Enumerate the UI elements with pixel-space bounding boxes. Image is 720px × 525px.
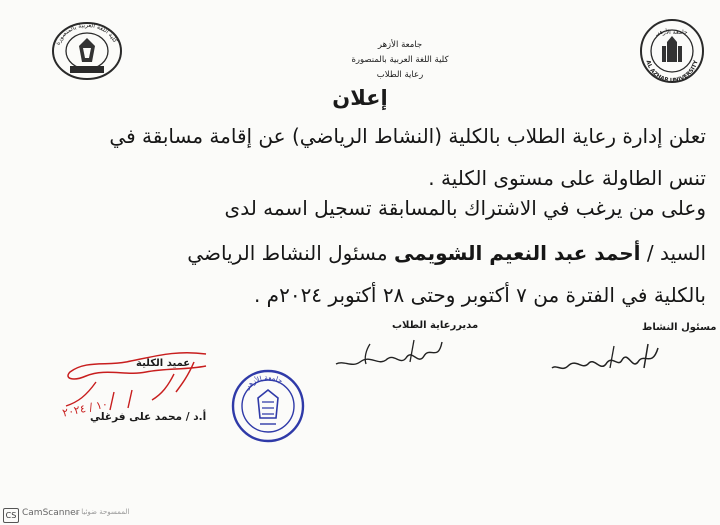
body-line-4-suffix: مسئول النشاط الرياضي <box>187 241 394 265</box>
camscanner-icon: CS <box>3 508 19 523</box>
official-stamp <box>230 368 306 444</box>
body-line-4 <box>187 241 706 265</box>
svg-text:AL AZHAR UNIVERSITY: AL AZHAR UNIVERSITY <box>644 59 700 85</box>
body-line-3: وعلى من يرغب في الاشتراك بالمسابقة تسجيل اسمه لدى <box>224 196 706 220</box>
university-name: جامعة الأزهر <box>377 40 423 50</box>
announcement-title: إعلان <box>332 86 388 110</box>
svg-text:جامعة الأزهر: جامعة الأزهر <box>243 373 284 391</box>
officer-name: أحمد عبد النعيم الشويمى <box>393 241 641 265</box>
dean-name: أ.د / محمد على فرغلي <box>90 411 207 423</box>
student-affairs-title: مديررعاية الطلاب <box>392 320 479 331</box>
activity-officer-signature <box>548 338 668 378</box>
faculty-name: كلية اللغة العربية بالمنصورة <box>351 55 449 65</box>
university-logo <box>636 16 708 86</box>
faculty-logo <box>48 18 126 80</box>
svg-text:كلية اللغة العربية بالمنصورة: كلية اللغة العربية بالمنصورة <box>54 21 119 47</box>
student-affairs-signature <box>330 334 450 374</box>
letterhead <box>300 38 500 83</box>
body-line-2: تنس الطاولة على مستوى الكلية . <box>428 166 706 190</box>
body-line-5: بالكلية في الفترة من ٧ أكتوبر وحتى ٢٨ أكتوبر ٢٠٢٤م . <box>253 283 706 307</box>
activity-officer-title: مسئول النشاط <box>642 322 717 333</box>
body-line-4-prefix: السيد / <box>640 241 706 265</box>
department-name: رعاية الطلاب <box>376 70 424 80</box>
svg-text:جامعة الأزهر: جامعة الأزهر <box>656 29 688 36</box>
dean-signature-date: ١٠ / ٢٠٢٤ <box>61 397 110 420</box>
camscanner-label: CamScanner <box>22 508 80 518</box>
scanned-with-label: الممسوحة ضوئيا بـ <box>75 508 130 516</box>
body-line-1: تعلن إدارة رعاية الطلاب بالكلية (النشاط الرياضي) عن إقامة مسابقة في <box>109 124 706 148</box>
dean-title: عميد الكلية <box>136 358 191 369</box>
